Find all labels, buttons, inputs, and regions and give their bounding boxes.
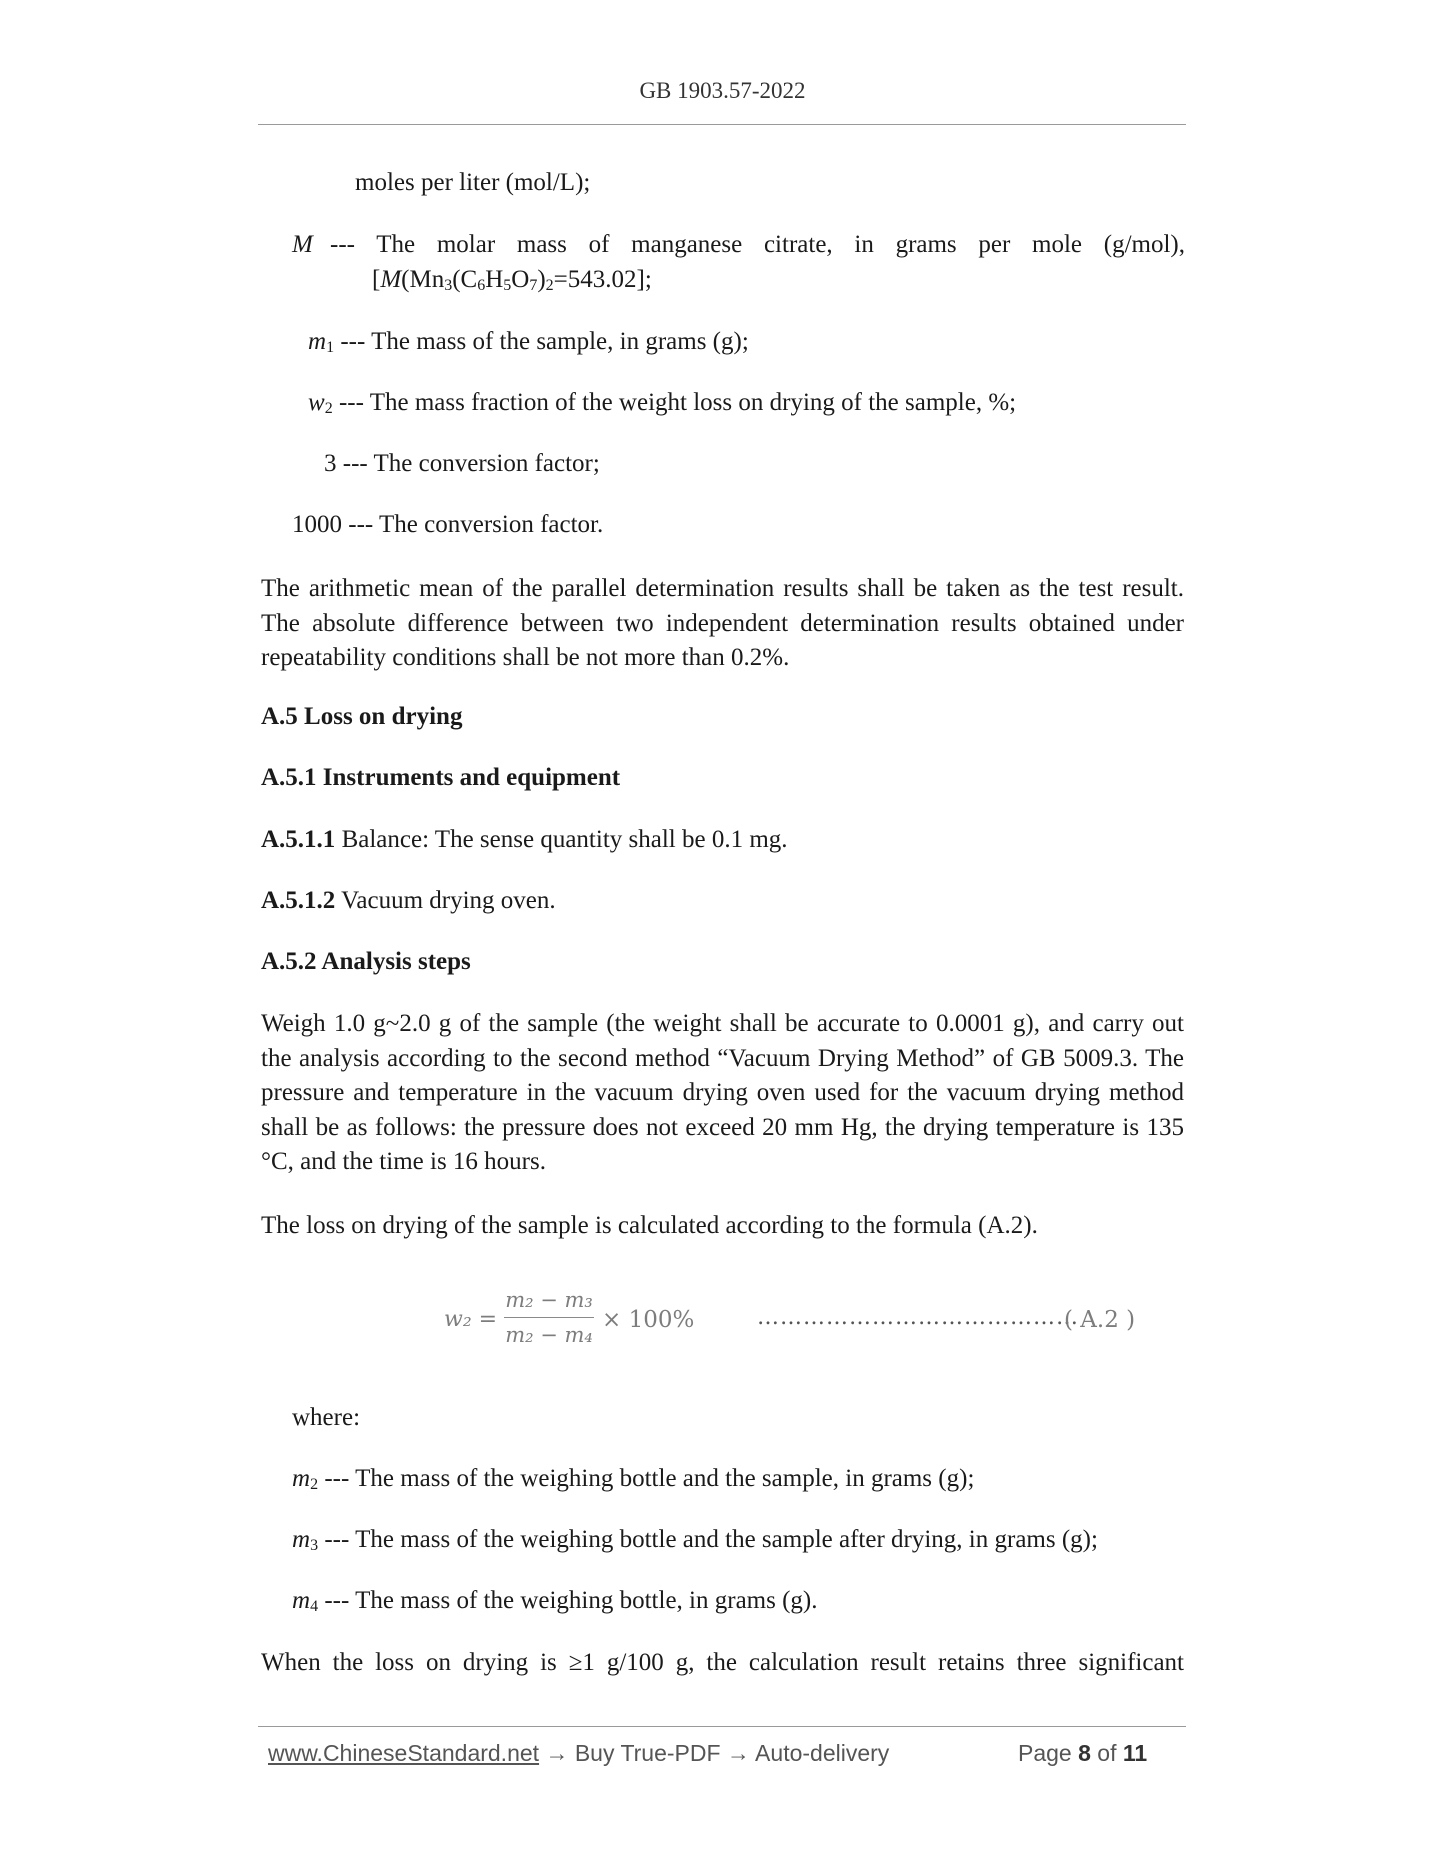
def-M-value: [$M(Mn_3(C_6H_5O_7)_2=543.02]$; — [372, 266, 652, 294]
def-m1: $m_1$ --- The mass of the sample, in grams (g); — [308, 328, 749, 356]
formula-fraction — [504, 1283, 594, 1352]
footer-promo — [268, 1736, 889, 1770]
formula-leader-dots: …………………………………… — [757, 1305, 1079, 1330]
def-m3: $m_3$ --- The mass of the weighing bottle and the sample after drying, in grams (g); — [292, 1526, 1098, 1554]
formula-lhs: w₂ = — [444, 1307, 498, 1332]
page-indicator: Page 8 of 11 — [1018, 1740, 1148, 1766]
where-label: where: — [292, 1404, 361, 1431]
footer-divider — [258, 1726, 1186, 1727]
formula-denominator: m₂ − m₄ — [505, 1323, 593, 1347]
def-w2: $w_2$ --- The mass fraction of the weight loss on drying of the sample, %; — [308, 389, 1017, 417]
formula-times-100: × 100% — [602, 1307, 695, 1333]
heading-a5: A.5 Loss on drying — [261, 703, 463, 730]
def-M-description: --- The molar mass of manganese citrate, in grams per mole (g/mol), — [330, 231, 1185, 258]
def-M-symbol: M — [292, 231, 313, 258]
def-3: 3 --- The conversion factor; — [324, 450, 600, 477]
def-1000: 1000 --- The conversion factor. — [292, 511, 604, 538]
formula-numerator: m₂ − m₃ — [505, 1288, 593, 1312]
heading-a51: A.5.1 Instruments and equipment — [261, 764, 621, 791]
heading-a52: A.5.2 Analysis steps — [261, 948, 471, 975]
unit-continuation: moles per liter (mol/L); — [355, 169, 591, 196]
footer-promo-text: → Buy True-PDF → Auto-delivery — [539, 1740, 890, 1766]
formula-a2 — [444, 1283, 1164, 1358]
def-m2: $m_2$ --- The mass of the weighing bottle and the sample, in grams (g); — [292, 1465, 975, 1493]
paragraph-arithmetic-mean: The arithmetic mean of the parallel determination results shall be taken as the test result. The absolute difference between two independent determination results obtained under repeatability conditions shall be not more than 0.2%. — [261, 575, 1184, 671]
formula-number: ( A.2 ) — [1064, 1307, 1136, 1333]
running-header: GB 1903.57-2022 — [639, 78, 806, 103]
site-link[interactable]: www.ChineseStandard.net — [268, 1740, 540, 1766]
clause-a511: A.5.1.1 Balance: The sense quantity shall be 0.1 mg. — [261, 826, 788, 853]
formula-intro: The loss on drying of the sample is calculated according to the formula (A.2). — [261, 1212, 1038, 1239]
paragraph-weigh-procedure: Weigh 1.0 g~2.0 g of the sample (the weight shall be accurate to 0.0001 g), and carry out the analysis according to the second method “Vacuum Drying Method” of GB 5009.3. The pressure and temperature in the vacuum drying oven used for the vacuum drying method shall be as follows: the pressure does not exceed 20 mm Hg, the drying temperature is 135 °C, and the time is 16 hours. — [261, 1010, 1184, 1175]
paragraph-significant-figures: When the loss on drying is ≥1 g/100 g, the calculation result retains three significant — [261, 1649, 1184, 1676]
def-m4: $m_4$ --- The mass of the weighing bottle, in grams (g). — [292, 1587, 818, 1615]
header-divider — [258, 124, 1186, 125]
clause-a512: A.5.1.2 Vacuum drying oven. — [261, 887, 556, 914]
